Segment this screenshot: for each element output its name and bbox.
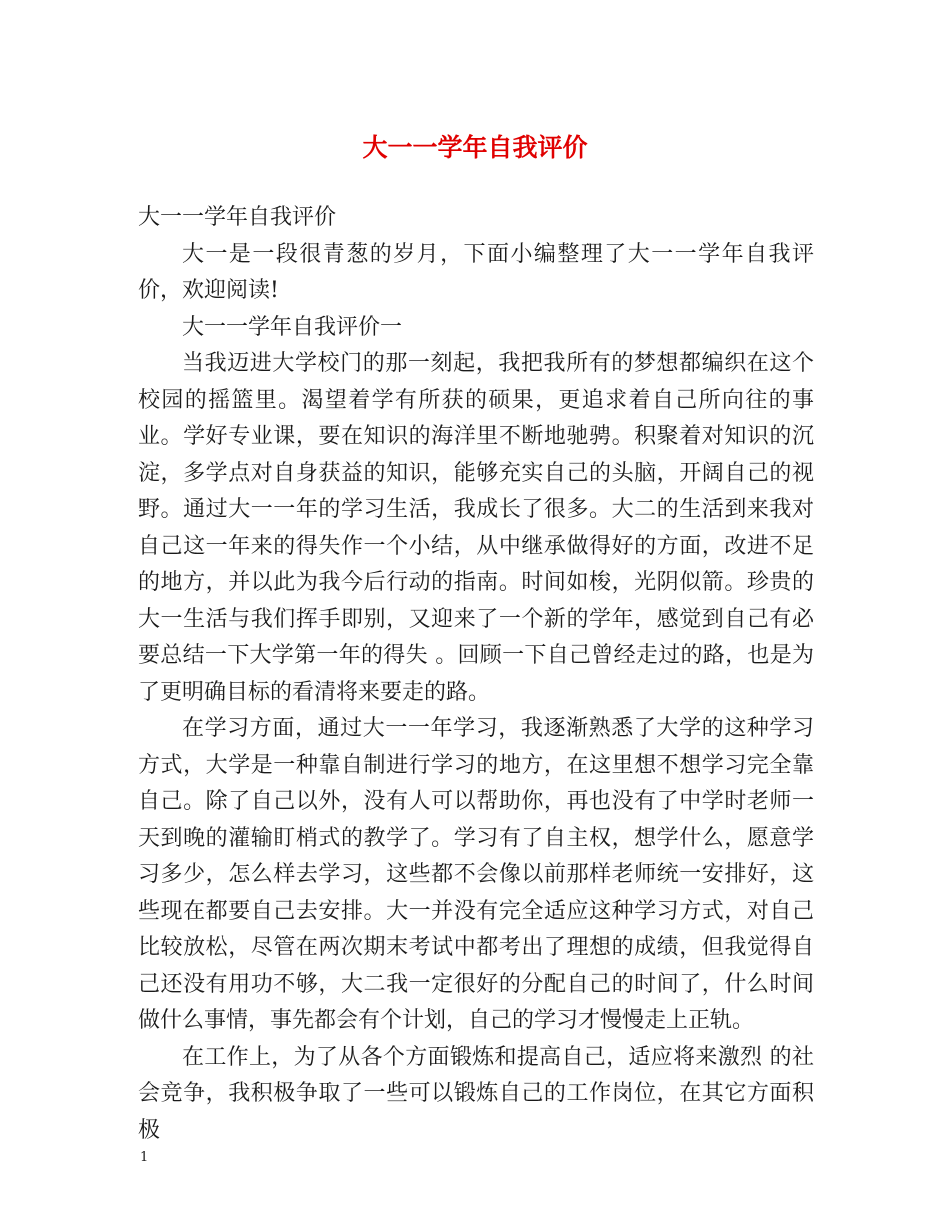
body-paragraph-3: 在工作上，为了从各个方面锻炼和提高自己，适应将来激烈 的社会竞争，我积极争取了一些可以锻炼自己的工作岗位，在其它方面积极 xyxy=(138,1044,814,1143)
body-paragraph-2: 在学习方面，通过大一一年学习，我逐渐熟悉了大学的这种学习方式，大学是一种靠自制进行学习的地方，在这里想不想学习完全靠自己。除了自己以外，没有人可以帮助你，再也没有了中学时老师一天到晚的灌输盯梢式的教学了。学习有了自主权，想学什么，愿意学习多少，怎么样去学习，这些都不会像以前那样老师统一安排好，这些现在都要自己去安排。大一并没有完全适应这种学习方式，对自己比较放松，尽管在两次期末考试中都考出了理想的成绩，但我觉得自己还没有用功不够，大二我一定很好的分配自己的时间了，什么时间做什么事情，事先都会有个计划，自己的学习才慢慢走上正轨。 xyxy=(138,716,814,1033)
body-paragraph-1: 当我迈进大学校门的那一刻起，我把我所有的梦想都编织在这个校园的摇篮里。渴望着学有所获的硕果，更追求着自己所向往的事业。学好专业课，要在知识的海洋里不断地驰骋。积聚着对知识的沉淀，多学点对自身获益的知识，能够充实自己的头脑，开阔自己的视野。通过大一一年的学习生活，我成长了很多。大二的生活到来我对自己这一年来的得失作一个小结，从中继承做得好的方面，改进不足的地方，并以此为我今后行动的指南。时间如梭，光阴似箭。珍贵的大一生活与我们挥手即别，又迎来了一个新的学年，感觉到自己有必要总结一下大学第一年的得失 。回顾一下自己曾经走过的路，也是为了更明确目标的看清将来要走的路。 xyxy=(138,351,814,705)
document-body xyxy=(138,200,814,1149)
subsection-heading: 大一一学年自我评价一 xyxy=(182,314,403,340)
intro-paragraph: 大一是一段很青葱的岁月，下面小编整理了大一一学年自我评价，欢迎阅读! xyxy=(138,241,814,303)
page-number: 1 xyxy=(140,1150,149,1165)
document-title: 大一一学年自我评价 xyxy=(362,133,588,162)
section-heading: 大一一学年自我评价 xyxy=(138,205,337,230)
